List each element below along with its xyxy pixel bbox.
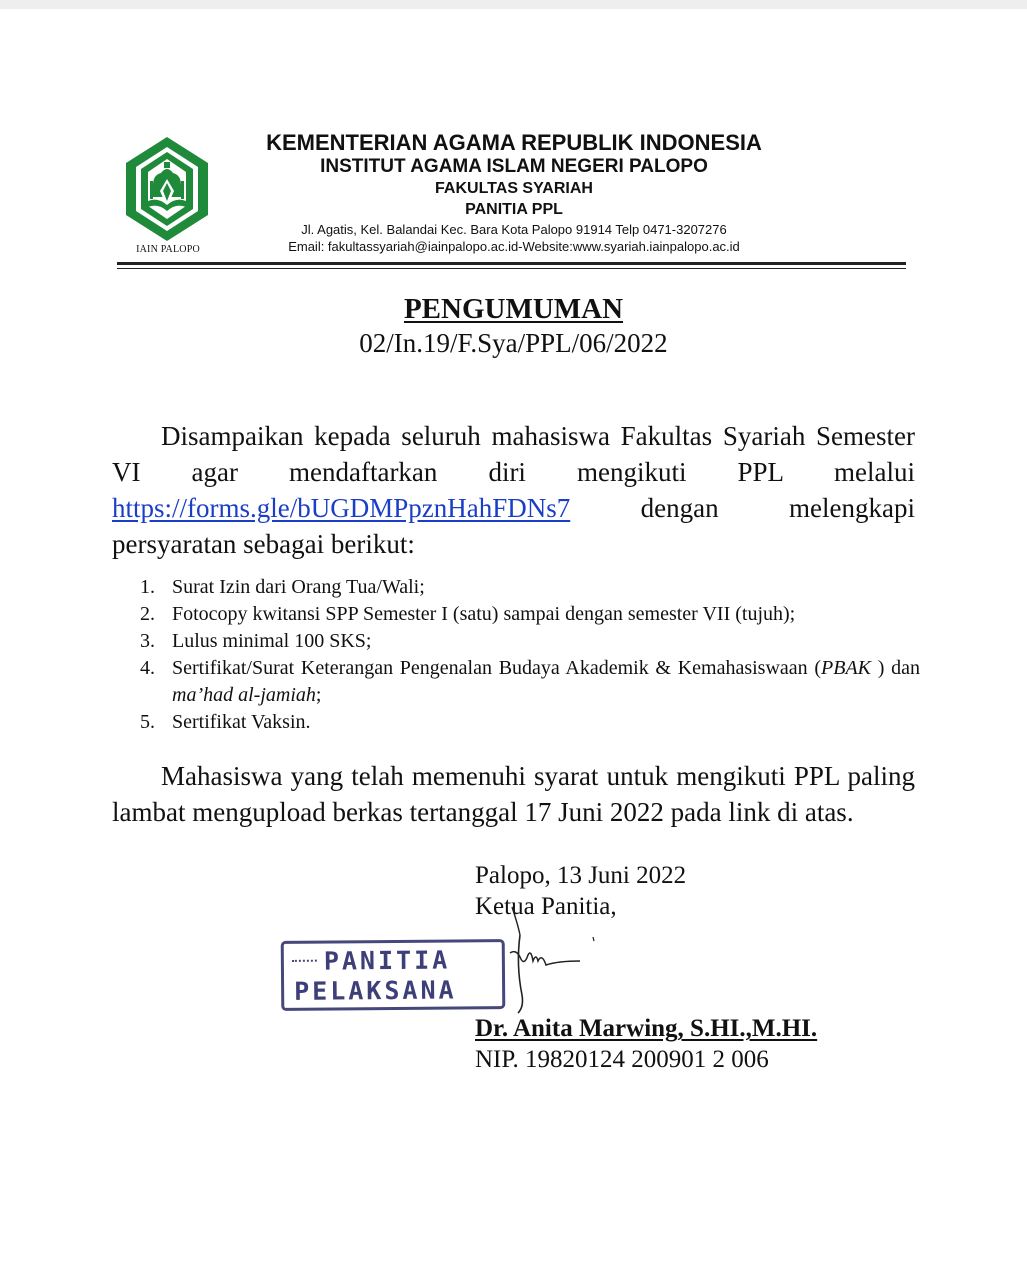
list-item-text: Sertifikat Vaksin. xyxy=(172,711,311,733)
list-item xyxy=(140,601,920,628)
handwritten-signature-icon xyxy=(498,895,608,1015)
list-item xyxy=(140,655,920,709)
faculty-name: FAKULTAS SYARIAH xyxy=(435,180,593,197)
announcement-number: 02/In.19/F.Sya/PPL/06/2022 xyxy=(359,328,668,358)
list-item xyxy=(140,709,920,736)
list-item-text: Lulus minimal 100 SKS; xyxy=(172,630,372,652)
list-item-number: 2. xyxy=(140,603,155,625)
list-item-text: ; xyxy=(315,684,322,706)
committee-name: PANITIA PPL xyxy=(465,201,563,218)
stamp-dots xyxy=(292,960,317,968)
intro-paragraph xyxy=(112,418,915,562)
list-item-text: ) dan xyxy=(871,657,920,679)
list-item xyxy=(140,628,920,655)
list-item-text-italic: ma’had al-jamiah xyxy=(172,684,316,706)
requirements-list xyxy=(140,574,920,736)
list-item-number: 4. xyxy=(140,657,155,679)
registration-form-link[interactable]: https://forms.gle/bUGDMPpznHahFDNs7 xyxy=(112,493,571,523)
contact-line: Email: fakultassyariah@iainpalopo.ac.id-Website:www.syariah.iainpalopo.ac.id xyxy=(288,239,740,254)
committee-stamp xyxy=(281,939,506,1011)
stamp-line-2: PELAKSANA xyxy=(294,975,457,1006)
intro-text-end: dengan melengkapi persyaratan sebagai berikut: xyxy=(112,493,915,559)
announcement-title: PENGUMUMAN xyxy=(403,293,624,325)
signatory-nip: NIP. 19820124 200901 2 006 xyxy=(475,1046,769,1073)
stamp-line-1: PANITIA xyxy=(323,945,451,976)
place-date: Palopo, 13 Juni 2022 xyxy=(475,862,687,889)
list-item-number: 1. xyxy=(140,576,155,598)
list-item-text: Fotocopy kwitansi SPP Semester I (satu) sampai dengan semester VII (tujuh); xyxy=(172,603,796,625)
signatory-name: Dr. Anita Marwing, S.HI.,M.HI. xyxy=(475,1015,818,1042)
letterhead-divider-thin xyxy=(117,268,906,269)
list-item-number: 5. xyxy=(140,711,155,733)
iain-palopo-logo xyxy=(122,135,212,260)
institute-name: INSTITUT AGAMA ISLAM NEGERI PALOPO xyxy=(320,156,708,177)
list-item-text-italic: PBAK xyxy=(821,657,872,679)
list-item-number: 3. xyxy=(140,630,155,652)
signatory-role: Ketua Panitia, xyxy=(475,893,617,920)
top-bar xyxy=(0,0,1027,9)
logo-caption: IAIN PALOPO xyxy=(136,244,200,255)
intro-text: Disampaikan kepada seluruh mahasiswa Fakultas Syariah Semester VI agar mendaftarkan diri mengikuti PPL melalui xyxy=(112,421,915,487)
list-item xyxy=(140,574,920,601)
list-item-text: Sertifikat/Surat Keterangan Pengenalan Budaya Akademik & Kemahasiswaan ( xyxy=(172,657,822,679)
closing-paragraph: Mahasiswa yang telah memenuhi syarat untuk mengikuti PPL paling lambat mengupload berkas tertanggal 17 Juni 2022 pada link di atas. xyxy=(112,761,915,827)
letterhead-divider-thick xyxy=(117,262,906,265)
logo-emblem-icon xyxy=(122,135,212,243)
ministry-name: KEMENTERIAN AGAMA REPUBLIK INDONESIA xyxy=(266,130,762,155)
list-item-text: Surat Izin dari Orang Tua/Wali; xyxy=(172,576,425,598)
address-line: Jl. Agatis, Kel. Balandai Kec. Bara Kota Palopo 91914 Telp 0471-3207276 xyxy=(301,222,727,237)
